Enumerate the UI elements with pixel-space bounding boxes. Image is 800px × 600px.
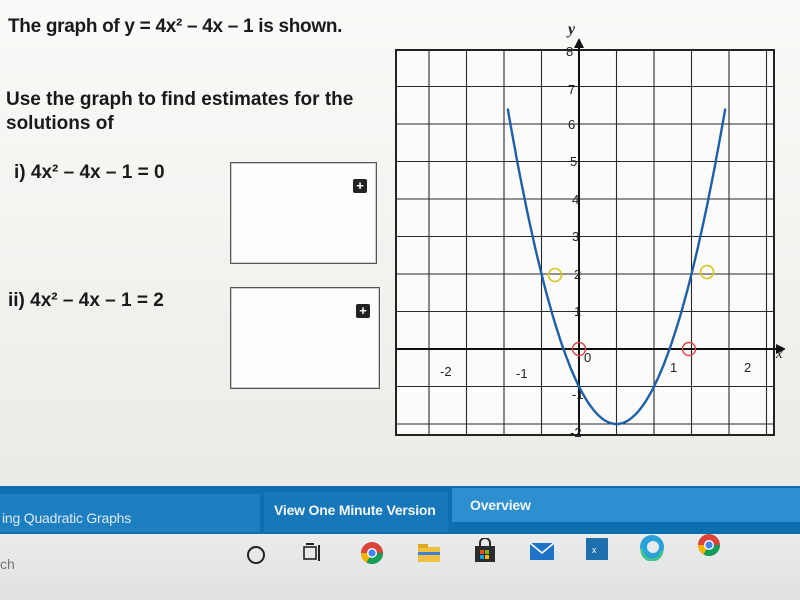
- y-tick-label: 1: [574, 304, 582, 319]
- y-axis-label: y: [568, 21, 576, 38]
- task-view-icon[interactable]: [298, 538, 328, 568]
- x-tick-label: -1: [516, 366, 528, 381]
- tab-label: Overview: [470, 497, 531, 513]
- y-tick-label: 5: [570, 154, 578, 169]
- y-tick-label: 3: [572, 229, 580, 244]
- y-tick-label: 4: [572, 192, 580, 207]
- expand-plus-icon[interactable]: +: [356, 304, 370, 318]
- page-title: The graph of y = 4x² – 4x – 1 is shown.: [8, 16, 343, 37]
- tab-label: View One Minute Version: [274, 502, 436, 518]
- app-icon[interactable]: [582, 534, 612, 564]
- y-tick-label: 2: [574, 267, 582, 282]
- quadratic-graph: [380, 18, 785, 443]
- answer-box-1[interactable]: [230, 162, 377, 264]
- y-tick-label: -2: [570, 425, 582, 440]
- store-icon[interactable]: [470, 536, 500, 566]
- x-tick-label: 0: [584, 350, 592, 365]
- cortana-icon[interactable]: [241, 540, 271, 570]
- x-tick-label: 2: [744, 360, 752, 375]
- taskbar-search-text[interactable]: ch: [0, 556, 15, 572]
- taskbar: [0, 534, 800, 600]
- chrome-icon[interactable]: [694, 530, 724, 560]
- tab-label: ing Quadratic Graphs: [2, 510, 132, 526]
- instruction-text: Use the graph to find estimates for the solutions of: [6, 89, 354, 134]
- question-2-label: ii) 4x² – 4x – 1 = 2: [8, 290, 164, 311]
- chrome-icon[interactable]: [357, 538, 387, 568]
- answer-box-2[interactable]: [230, 287, 380, 389]
- y-tick-label: 8: [566, 44, 574, 59]
- svg-text:x: x: [592, 545, 597, 555]
- x-tick-label: -2: [440, 364, 452, 379]
- mail-icon[interactable]: [527, 536, 557, 566]
- file-explorer-icon[interactable]: [414, 538, 444, 568]
- edge-icon[interactable]: [637, 532, 667, 562]
- x-axis-label: x: [776, 346, 783, 362]
- expand-plus-icon[interactable]: +: [353, 179, 367, 193]
- tab-quadratic-graphs[interactable]: [0, 494, 260, 532]
- graph-frame: [396, 50, 774, 435]
- y-tick-label: 7: [568, 82, 576, 97]
- y-tick-label: -1: [572, 387, 584, 402]
- y-tick-label: 6: [568, 117, 576, 132]
- x-tick-label: 1: [670, 360, 678, 375]
- tab-overview[interactable]: [452, 488, 800, 522]
- view-one-minute-button[interactable]: [264, 492, 448, 532]
- y-axis-arrow: [574, 38, 584, 48]
- question-1-label: i) 4x² – 4x – 1 = 0: [14, 162, 165, 183]
